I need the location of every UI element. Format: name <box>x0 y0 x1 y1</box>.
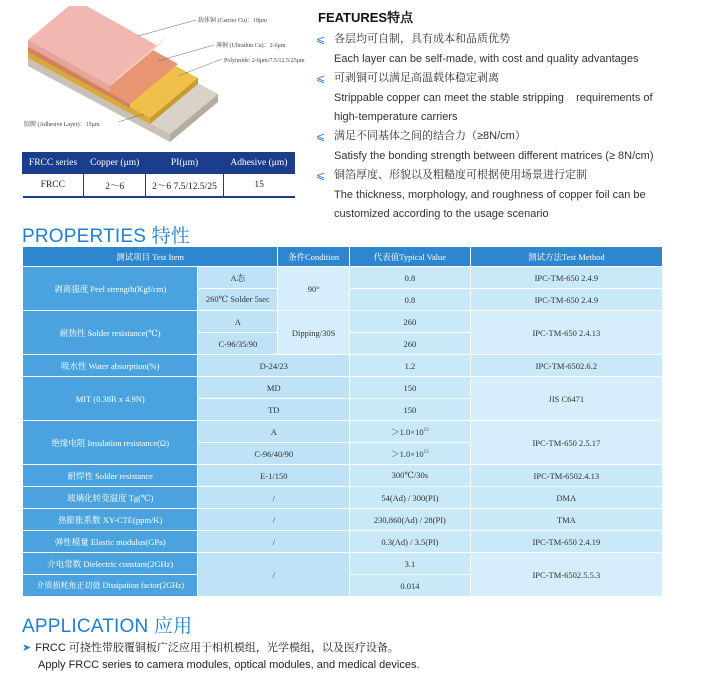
peel-method-1: IPC-TM-650 2.4.9 <box>471 267 662 288</box>
table-row <box>23 311 662 332</box>
dkdf-condition: / <box>198 553 349 596</box>
water-absorption-item: 吸水性 Water absorption(%) <box>23 355 197 376</box>
feature-4-cn: 铜箔厚度、形貌以及粗糙度可根据使用场景进行定制 <box>334 169 587 181</box>
peel-method-2: IPC-TM-650 2.4.9 <box>471 289 662 310</box>
typical-value-header: 代表值Typical Value <box>350 247 470 266</box>
feature-1-cn: 各层均可自制，具有成本和品质优势 <box>334 33 510 45</box>
modulus-method: IPC-TM-650 2.4.19 <box>471 531 662 552</box>
insulation-condition-2: C-96/40/90 <box>198 443 349 464</box>
feature-item-4 <box>316 166 681 225</box>
solder-value: 300℃/30s <box>350 465 470 486</box>
feature-item-2 <box>316 69 676 128</box>
feature-2-cn: 可剥铜可以满足高温载体稳定剥离 <box>334 72 499 84</box>
tg-item: 玻璃化转变温度 Tg(℃) <box>23 487 197 508</box>
heat-value-2: 260 <box>350 333 470 354</box>
table-row <box>23 487 662 508</box>
properties-title: PROPERTIES 特性 <box>22 226 191 247</box>
frcc-spec-table <box>22 152 295 198</box>
adhesive-cell: 15 <box>223 174 294 197</box>
carrier-copper-label: 载体铜 (Carrier Cu)：18μm <box>198 18 267 24</box>
chevron-right-icon: ⩽ <box>316 34 326 46</box>
frcc-data-row <box>23 174 295 197</box>
dissipation-factor-item: 介质损耗角正切值 Dissipation factor(2GHz) <box>23 575 197 596</box>
water-method: IPC-TM-6502.6.2 <box>471 355 662 376</box>
heat-condition: Dipping/30S <box>278 311 349 354</box>
insulation-condition-1: A <box>198 421 349 442</box>
frcc-header-row <box>23 153 295 174</box>
frcc-series-cell: FRCC <box>23 174 84 197</box>
insulation-value-1 <box>350 421 470 442</box>
table-row <box>23 355 662 376</box>
table-row <box>23 531 662 552</box>
modulus-item: 弹性模量 Elastic modulus(GPa) <box>23 531 197 552</box>
table-row <box>23 553 662 574</box>
chevron-right-icon: ⩽ <box>316 73 326 85</box>
table-row <box>23 377 662 398</box>
tg-method: DMA <box>471 487 662 508</box>
tg-value: 54(Ad) / 300(PI) <box>350 487 470 508</box>
heat-sub-1: A <box>198 311 277 332</box>
feature-2-en: Strippable copper can meet the stable stripping requirements of high-temperature carriers <box>334 91 656 123</box>
test-item-header: 测试项目 Test Item <box>23 247 277 266</box>
dielectric-constant-value: 3.1 <box>350 553 470 574</box>
application-en: Apply FRCC series to camera modules, optical modules, and medical devices. <box>38 659 420 671</box>
mit-value-1: 150 <box>350 377 470 398</box>
application-title: APPLICATION 应用 <box>22 616 193 637</box>
arrow-right-icon: ➤ <box>22 642 32 654</box>
insulation-value-1-base: ＞1.0×10 <box>391 426 424 437</box>
polyimide-leader-line <box>178 59 222 76</box>
heat-resistance-item: 耐热性 Solder resistance(℃) <box>23 311 197 354</box>
adhesive-header: Adhesive (μm) <box>223 153 294 174</box>
test-method-header: 测试方法Test Method <box>471 247 662 266</box>
copper-header: Copper (μm) <box>84 153 146 174</box>
application-cn-text: FRCC 可挠性带胶覆铜板广泛应用于相机模组，光学模组，以及医疗设备。 <box>35 642 399 654</box>
mit-condition-1: MD <box>198 377 349 398</box>
feature-1-en: Each layer can be self-made, with cost and quality advantages <box>334 52 639 65</box>
table-header-row <box>23 247 662 266</box>
insulation-item: 绝缘电阻 Insulation resistance(Ω) <box>23 421 197 464</box>
mit-condition-2: TD <box>198 399 349 420</box>
chevron-right-icon: ⩽ <box>316 131 326 143</box>
ultrathin-leader-line <box>158 45 214 61</box>
polyimide-label: Polyimide: 2-6μm/7.5/12.5/25μm <box>224 58 305 64</box>
chevron-right-icon: ⩽ <box>316 170 326 182</box>
heat-sub-2: C-96/35/90 <box>198 333 277 354</box>
cte-value: 230,860(Ad) / 28(PI) <box>350 509 470 530</box>
mit-method: JIS C6471 <box>471 377 662 420</box>
mit-item: MIT (0.38R x 4.9N) <box>23 377 197 420</box>
feature-item-3 <box>316 127 654 166</box>
pi-header: PI(μm) <box>146 153 224 174</box>
insulation-value-2 <box>350 443 470 464</box>
dissipation-factor-value: 0.014 <box>350 575 470 596</box>
application-cn <box>22 640 399 656</box>
cte-method: TMA <box>471 509 662 530</box>
cte-condition: / <box>198 509 349 530</box>
cte-item: 热膨胀系数 XY-CTE(ppm/K) <box>23 509 197 530</box>
features-title: FEATURES特点 <box>318 10 414 25</box>
table-row <box>23 267 662 288</box>
feature-4-en: The thickness, morphology, and roughness of copper foil can be customized according to the usage scenario <box>334 188 646 220</box>
feature-3-cn: 满足不同基体之间的结合力（≥8N/cm） <box>334 130 526 142</box>
pi-cell: 2～6 7.5/12.5/25 <box>146 174 224 197</box>
solder-resistance-item: 耐焊性 Solder resistance <box>23 465 197 486</box>
feature-item-1 <box>316 30 639 69</box>
table-row <box>23 421 662 442</box>
peel-strength-item: 剥离强度 Peel strength(Kgf/cm) <box>23 267 197 310</box>
heat-method: IPC-TM-650 2.4.13 <box>471 311 662 354</box>
carrier-leader-line <box>138 20 196 36</box>
adhesive-label: 胶膜 (Adhesive Layer)：15μm <box>24 122 100 128</box>
solder-condition: E-1/150 <box>198 465 349 486</box>
water-condition: D-24/23 <box>198 355 349 376</box>
water-value: 1.2 <box>350 355 470 376</box>
feature-3-en: Satisfy the bonding strength between different matrices (≥ 8N/cm) <box>334 149 654 162</box>
solder-method: IPC-TM-6502.4.13 <box>471 465 662 486</box>
insulation-value-2-exp: 13 <box>423 449 429 455</box>
insulation-value-1-exp: 13 <box>423 427 429 433</box>
properties-table <box>22 246 663 597</box>
table-row <box>23 509 662 530</box>
insulation-method: IPC-TM-650 2.5.17 <box>471 421 662 464</box>
layer-structure-diagram <box>18 6 318 146</box>
table-row <box>23 465 662 486</box>
modulus-condition: / <box>198 531 349 552</box>
dkdf-method: IPC-TM-6502.5.5.3 <box>471 553 662 596</box>
dielectric-constant-item: 介电常数 Dielectric constant(2GHz) <box>23 553 197 574</box>
tg-condition: / <box>198 487 349 508</box>
mit-value-2: 150 <box>350 399 470 420</box>
peel-sub-2: 260℃ Solder 5sec <box>198 289 277 310</box>
heat-value-1: 260 <box>350 311 470 332</box>
peel-value-1: 0.8 <box>350 267 470 288</box>
peel-value-2: 0.8 <box>350 289 470 310</box>
condition-header: 条件Condition <box>278 247 349 266</box>
peel-condition: 90° <box>278 267 349 310</box>
modulus-value: 0.3(Ad) / 3.5(PI) <box>350 531 470 552</box>
copper-cell: 2～6 <box>84 174 146 197</box>
insulation-value-2-base: ＞1.0×10 <box>391 448 424 459</box>
peel-sub-1: A态 <box>198 267 277 288</box>
frcc-series-header: FRCC series <box>23 153 84 174</box>
ultrathin-copper-label: 薄铜 (Ultrathin Cu)：2-6μm <box>216 43 286 49</box>
